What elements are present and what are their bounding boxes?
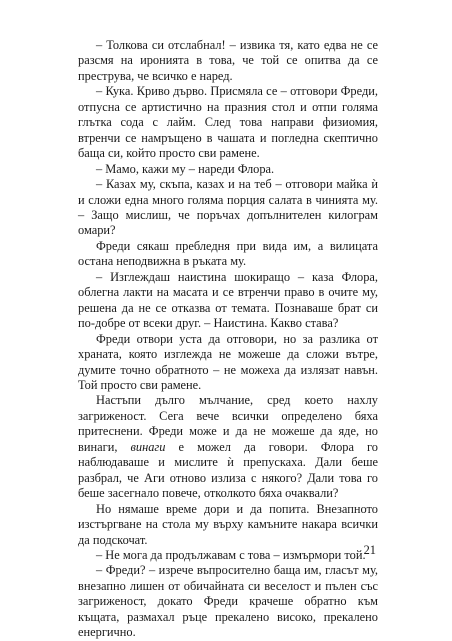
text-run: е можел да говори. Флора го наблюдаваше и мислите ѝ препускаха. Дали беше разбрал, че Аги отново излиза с някого? Дали това го беше засегнало повече, отколкото бяха очаквали? bbox=[78, 439, 379, 501]
paragraph bbox=[78, 548, 378, 563]
paragraph bbox=[78, 162, 378, 177]
text-run: Но нямаше време дори и да попита. Внезапното изстъргване на стола му върху камъните накара всички да подскочат. bbox=[78, 501, 378, 547]
paragraph bbox=[78, 270, 378, 332]
italic-text: винаги bbox=[130, 439, 166, 454]
body-text bbox=[78, 38, 378, 641]
paragraph bbox=[78, 563, 378, 640]
text-run: – Кука. Криво дърво. Присмяла се – отговори Фреди, отпусна се артистично на празния стол и отпи голяма глътка сода с лайм. След това направи физиомия, втренчи се намръщено в чашата и погледна скептично баща си, който просто сви рамене. bbox=[78, 84, 378, 161]
text-run: Фреди отвори уста да отговори, но за разлика от храната, която изглежда не можеше да сложи вътре, думите точно обратното – не можеха да излязат навън. Той просто сви рамене. bbox=[78, 331, 378, 392]
paragraph bbox=[78, 177, 378, 239]
paragraph bbox=[78, 84, 378, 161]
paragraph bbox=[78, 393, 378, 501]
text-run: Фреди сякаш пребледня при вида им, а вилицата остана неподвижна в ръката му. bbox=[78, 238, 378, 269]
paragraph bbox=[78, 239, 378, 270]
text-run: – Фреди? – изрече въпросително баща им, гласът му, внезапно лишен от обичайната си веселост и пълен със загриженост, докато Фреди крачеше обратно към къщата, размахал ръце прекалено високо, прекалено енергично. bbox=[78, 563, 378, 640]
text-run: – Толкова си отслабнал! – извика тя, като едва не се разсмя на иронията в това, че той се опитва да се преструва, че всичко е наред. bbox=[78, 38, 378, 83]
text-run: – Мамо, кажи му – нареди Флора. bbox=[96, 161, 275, 176]
page-number: 21 bbox=[363, 543, 376, 557]
text-run: Настъпи дълго мълчание, сред което нахлу загриженост. Сега вече всички определено бяха притеснени. Фреди може и да не можеше да яде, но винаги, bbox=[78, 393, 378, 454]
paragraph bbox=[78, 502, 378, 548]
text-run: – Казах му, скъпа, казах и на теб – отговори майка ѝ и сложи една много голяма порция салата в чинията му. – Защо мислиш, че поръчах допълнителен килограм омари? bbox=[78, 177, 378, 238]
paragraph bbox=[78, 332, 378, 394]
text-run: – Не мога да продължавам с това – измърмори той. bbox=[96, 547, 366, 562]
text-run: – Изглеждаш наистина шокиращо – каза Флора, облегна лакти на масата и се втренчи право в очите му, решена да не се отказва от темата. Познаваше брат си по-добре от всеки друг. – Наистина. Какво става? bbox=[78, 269, 378, 331]
paragraph bbox=[78, 38, 378, 84]
